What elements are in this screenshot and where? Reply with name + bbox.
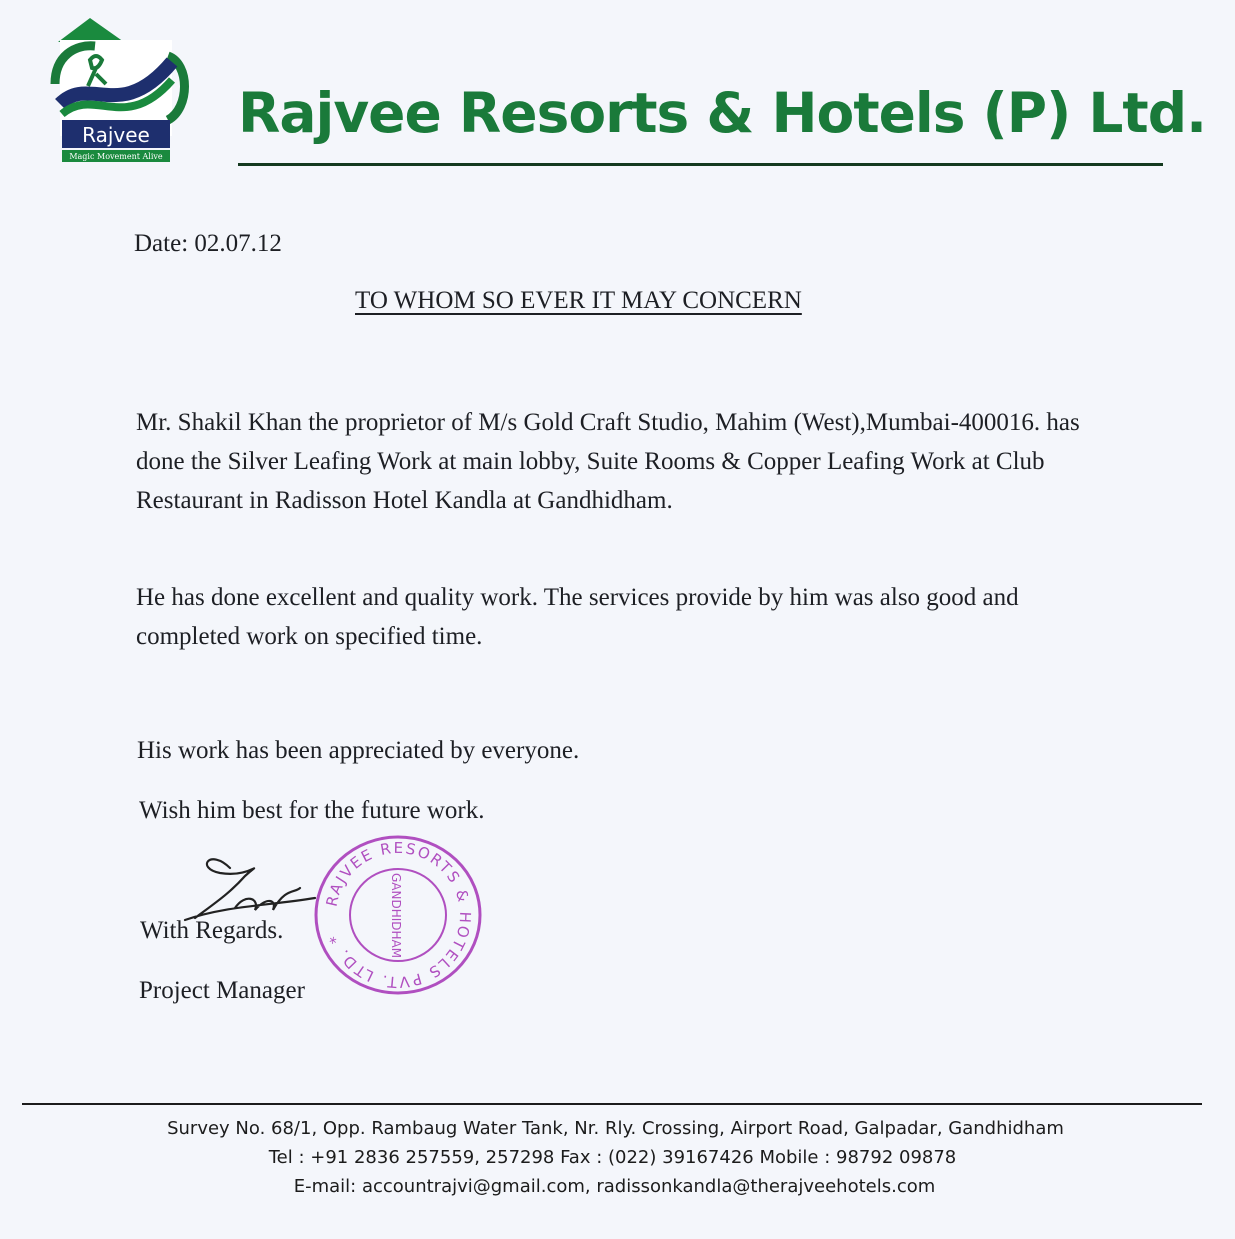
- header-divider: [238, 163, 1163, 166]
- appreciation-line: His work has been appreciated by everyone.: [137, 737, 580, 764]
- closing-regards: With Regards.: [140, 917, 284, 944]
- logo-wordmark: Rajvee: [82, 123, 150, 147]
- stamp-outer-text: RAJVEE RESORTS & HOTELS PVT. LTD. *: [322, 838, 475, 992]
- logo-tagline: Magic Movement Alive: [69, 152, 163, 161]
- rajvee-logo: [50, 16, 195, 166]
- body-paragraph-2: He has done excellent and quality work. The services provide by him was also good and completed work on specified time.: [136, 584, 1019, 650]
- footer-phones: Tel : +91 2836 257559, 257298 Fax : (022) 39167426 Mobile : 98792 09878: [268, 1147, 957, 1168]
- body-paragraph-1: Mr. Shakil Khan the proprietor of M/s Gold Craft Studio, Mahim (West),Mumbai-400016. has done the Silver Leafing Work at main lobby, Suite Rooms & Copper Leafing Work at Club Restaurant in Radisson Hotel Kandla at Gandhidham.: [136, 409, 1080, 514]
- wish-line: Wish him best for the future work.: [139, 797, 485, 824]
- footer-email: E-mail: accountrajvi@gmail.com, radissonkandla@therajveehotels.com: [293, 1176, 936, 1197]
- signatory-title: Project Manager: [139, 977, 305, 1004]
- company-stamp: [312, 833, 484, 997]
- footer-divider: [22, 1103, 1202, 1105]
- footer-address: Survey No. 68/1, Opp. Rambaug Water Tank, Nr. Rly. Crossing, Airport Road, Galpadar, Gandhidham: [167, 1118, 1064, 1139]
- stamp-inner-text: GANDHIDHAM: [389, 873, 403, 959]
- letter-subject: TO WHOM SO EVER IT MAY CONCERN: [355, 287, 802, 314]
- company-name: Rajvee Resorts & Hotels (P) Ltd.: [238, 81, 1206, 145]
- letter-date: Date: 02.07.12: [134, 230, 282, 257]
